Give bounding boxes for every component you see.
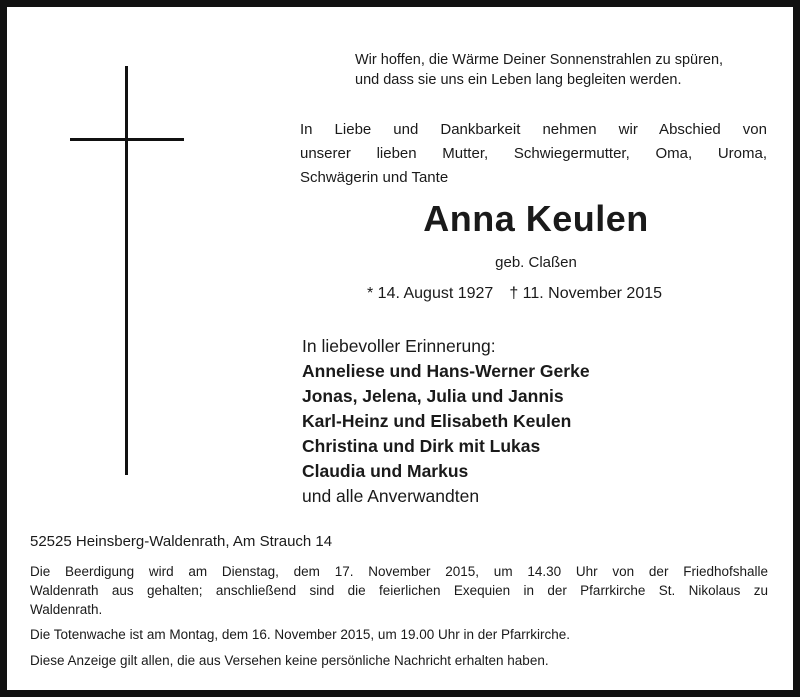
memory-heading: In liebevoller Erinnerung: <box>302 336 496 356</box>
mourner-name: Karl-Heinz und Elisabeth Keulen <box>302 411 572 431</box>
wake-info: Die Totenwache ist am Montag, dem 16. November 2015, um 19.00 Uhr in der Pfarrkirche. <box>30 627 571 642</box>
farewell-intro <box>300 118 767 190</box>
quote-line: Wir hoffen, die Wärme Deiner Sonnenstrahlen zu spüren, <box>355 52 724 68</box>
cross-vertical-bar <box>125 66 128 475</box>
cross-horizontal-bar <box>70 138 184 141</box>
mourner-name: Anneliese und Hans-Werner Gerke <box>302 361 590 381</box>
mourners-list <box>302 334 772 509</box>
memory-closing: und alle Anverwandten <box>302 486 480 506</box>
birth-name: geb. Claßen <box>495 254 577 271</box>
funeral-line: Waldenrath aus gehalten; anschließend sind die feierlichen Exequien in der Pfarrkirche St. Nikolaus zu <box>30 583 768 598</box>
funeral-info <box>30 562 768 619</box>
death-date: † 11. November 2015 <box>509 285 663 302</box>
intro-line: In Liebe und Dankbarkeit nehmen wir Abschied von <box>300 121 767 138</box>
opening-quote <box>355 50 775 90</box>
life-dates <box>367 285 787 303</box>
funeral-line: Die Beerdigung wird am Dienstag, dem 17. November 2015, um 14.30 Uhr von der Friedhofshalle <box>30 564 768 579</box>
funeral-line: Waldenrath. <box>30 602 103 617</box>
mourner-name: Jonas, Jelena, Julia und Jannis <box>302 386 564 406</box>
notice-info: Diese Anzeige gilt allen, die aus Versehen keine persönliche Nachricht erhalten haben. <box>30 653 549 668</box>
birth-date: * 14. August 1927 <box>367 285 494 302</box>
mourner-name: Christina und Dirk mit Lukas <box>302 436 541 456</box>
deceased-name: Anna Keulen <box>423 198 649 239</box>
intro-line: unserer lieben Mutter, Schwiegermutter, Oma, Uroma, <box>300 145 767 162</box>
intro-line: Schwägerin und Tante <box>300 169 449 186</box>
mourner-name: Claudia und Markus <box>302 461 469 481</box>
quote-line: und dass sie uns ein Leben lang begleiten werden. <box>355 72 682 88</box>
family-address: 52525 Heinsberg-Waldenrath, Am Strauch 14 <box>30 533 333 550</box>
